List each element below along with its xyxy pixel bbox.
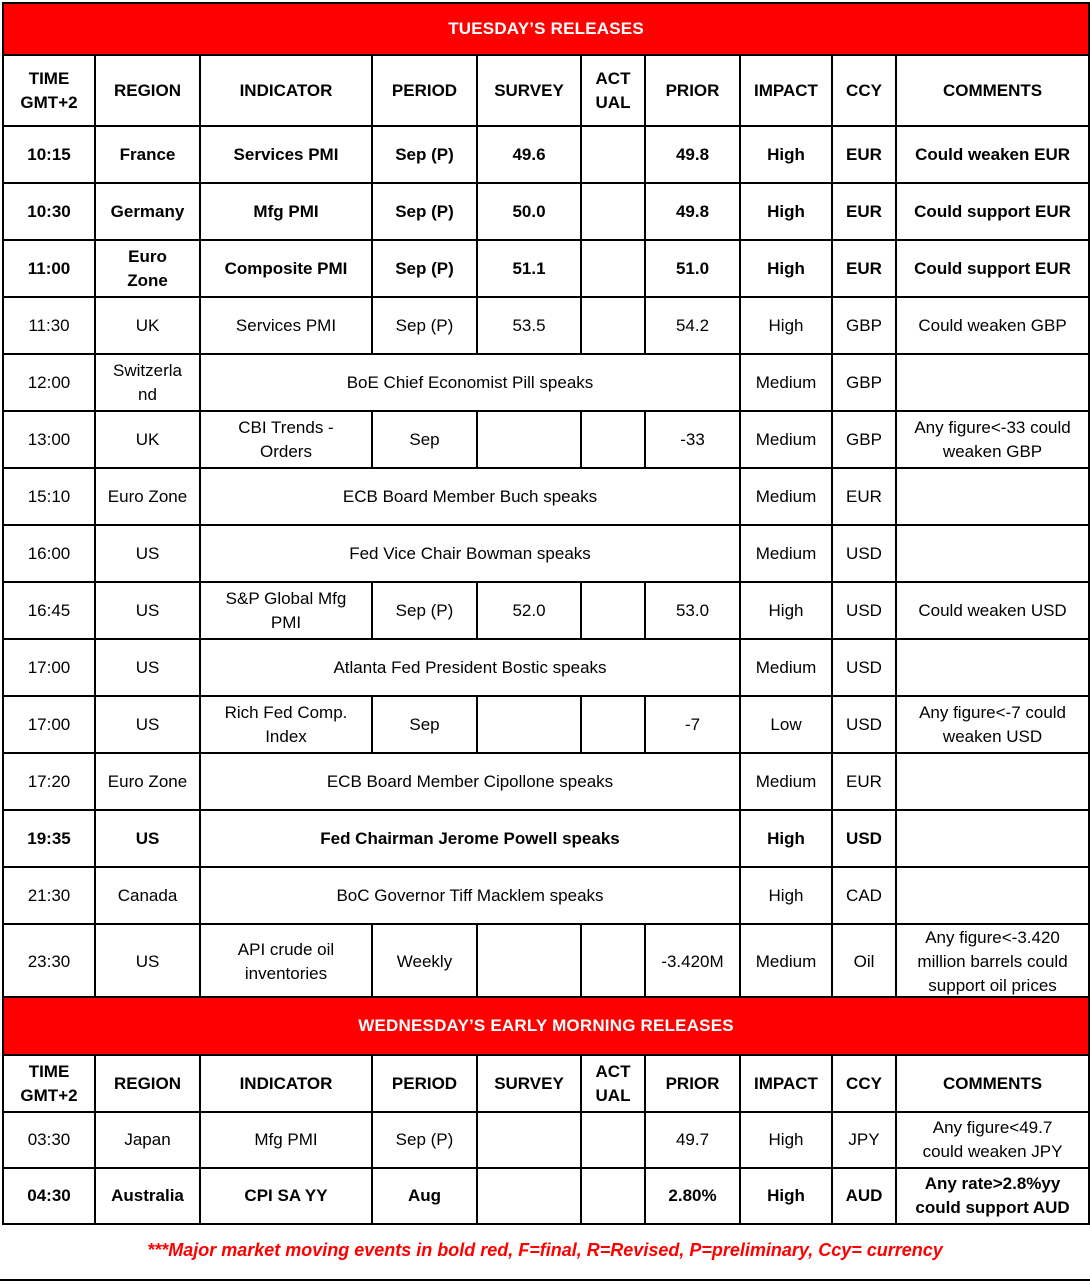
period-cell: Weekly bbox=[372, 924, 477, 999]
time-cell: 11:00 bbox=[3, 240, 95, 297]
period-header: PERIOD bbox=[372, 55, 477, 126]
footer-note: ***Major market moving events in bold red, F=final, R=Revised, P=preliminary, Ccy= currency bbox=[147, 1240, 943, 1260]
comments-cell: Any figure<-33 could weaken GBP bbox=[896, 411, 1089, 468]
currency-cell: JPY bbox=[832, 1112, 896, 1168]
indicator-cell: Services PMI bbox=[200, 297, 372, 354]
footer-divider bbox=[0, 1279, 1090, 1281]
period-cell: Sep (P) bbox=[372, 240, 477, 297]
survey-cell: 53.5 bbox=[477, 297, 581, 354]
event-cell: ECB Board Member Buch speaks bbox=[200, 468, 740, 525]
region-cell: Canada bbox=[95, 867, 200, 924]
time-cell: 12:00 bbox=[3, 354, 95, 411]
impact-cell: High bbox=[740, 867, 832, 924]
survey-header: SURVEY bbox=[477, 1055, 581, 1112]
comments-cell bbox=[896, 354, 1089, 411]
prior-cell: 54.2 bbox=[645, 297, 740, 354]
comments-cell: Could weaken GBP bbox=[896, 297, 1089, 354]
impact-cell: Low bbox=[740, 696, 832, 753]
period-cell: Sep (P) bbox=[372, 297, 477, 354]
event-cell: BoE Chief Economist Pill speaks bbox=[200, 354, 740, 411]
period-cell: Sep (P) bbox=[372, 183, 477, 240]
release-row bbox=[3, 411, 1089, 468]
tuesday-releases-table bbox=[2, 2, 1090, 1000]
survey-cell: 52.0 bbox=[477, 582, 581, 639]
prior-cell: 49.8 bbox=[645, 126, 740, 183]
prior-cell: 49.7 bbox=[645, 1112, 740, 1168]
comments-header: COMMENTS bbox=[896, 55, 1089, 126]
time-cell: 15:10 bbox=[3, 468, 95, 525]
indicator-header: INDICATOR bbox=[200, 1055, 372, 1112]
comments-cell bbox=[896, 639, 1089, 696]
event-cell: Fed Vice Chair Bowman speaks bbox=[200, 525, 740, 582]
region-cell: US bbox=[95, 696, 200, 753]
currency-cell: GBP bbox=[832, 297, 896, 354]
survey-cell bbox=[477, 1168, 581, 1224]
indicator-cell: Services PMI bbox=[200, 126, 372, 183]
release-row bbox=[3, 183, 1089, 240]
actual-header: ACT UAL bbox=[581, 1055, 645, 1112]
comments-cell: Any figure<-7 could weaken USD bbox=[896, 696, 1089, 753]
release-row bbox=[3, 354, 1089, 411]
survey-header: SURVEY bbox=[477, 55, 581, 126]
comments-cell: Could weaken USD bbox=[896, 582, 1089, 639]
release-row bbox=[3, 753, 1089, 810]
comments-cell: Any rate>2.8%yy could support AUD bbox=[896, 1168, 1089, 1224]
impact-cell: Medium bbox=[740, 525, 832, 582]
currency-cell: USD bbox=[832, 810, 896, 867]
prior-cell: 2.80% bbox=[645, 1168, 740, 1224]
time-cell: 17:00 bbox=[3, 639, 95, 696]
comments-header: COMMENTS bbox=[896, 1055, 1089, 1112]
actual-cell bbox=[581, 411, 645, 468]
survey-cell bbox=[477, 696, 581, 753]
release-row bbox=[3, 924, 1089, 999]
currency-header: CCY bbox=[832, 55, 896, 126]
period-cell: Sep (P) bbox=[372, 1112, 477, 1168]
actual-cell bbox=[581, 582, 645, 639]
prior-header: PRIOR bbox=[645, 55, 740, 126]
indicator-cell: CBI Trends - Orders bbox=[200, 411, 372, 468]
period-cell: Sep (P) bbox=[372, 126, 477, 183]
impact-cell: High bbox=[740, 183, 832, 240]
currency-cell: CAD bbox=[832, 867, 896, 924]
region-cell: Euro Zone bbox=[95, 468, 200, 525]
currency-cell: AUD bbox=[832, 1168, 896, 1224]
time-cell: 11:30 bbox=[3, 297, 95, 354]
release-row bbox=[3, 696, 1089, 753]
wednesday-releases-table bbox=[2, 996, 1090, 1225]
currency-cell: USD bbox=[832, 696, 896, 753]
survey-cell bbox=[477, 1112, 581, 1168]
currency-cell: USD bbox=[832, 582, 896, 639]
impact-cell: Medium bbox=[740, 924, 832, 999]
impact-cell: High bbox=[740, 810, 832, 867]
section-title-banner: TUESDAY’S RELEASES bbox=[3, 3, 1089, 55]
impact-cell: Medium bbox=[740, 354, 832, 411]
event-cell: ECB Board Member Cipollone speaks bbox=[200, 753, 740, 810]
region-cell: France bbox=[95, 126, 200, 183]
actual-cell bbox=[581, 240, 645, 297]
time-cell: 21:30 bbox=[3, 867, 95, 924]
time-cell: 16:45 bbox=[3, 582, 95, 639]
actual-cell bbox=[581, 126, 645, 183]
comments-cell bbox=[896, 468, 1089, 525]
currency-cell: EUR bbox=[832, 468, 896, 525]
currency-header: CCY bbox=[832, 1055, 896, 1112]
prior-cell: 51.0 bbox=[645, 240, 740, 297]
impact-header: IMPACT bbox=[740, 1055, 832, 1112]
comments-cell bbox=[896, 753, 1089, 810]
impact-cell: High bbox=[740, 1112, 832, 1168]
impact-cell: High bbox=[740, 240, 832, 297]
region-header: REGION bbox=[95, 1055, 200, 1112]
time-cell: 03:30 bbox=[3, 1112, 95, 1168]
event-cell: Fed Chairman Jerome Powell speaks bbox=[200, 810, 740, 867]
comments-cell bbox=[896, 525, 1089, 582]
currency-cell: EUR bbox=[832, 126, 896, 183]
indicator-header: INDICATOR bbox=[200, 55, 372, 126]
region-cell: Switzerla nd bbox=[95, 354, 200, 411]
comments-cell: Could support EUR bbox=[896, 240, 1089, 297]
prior-cell: -33 bbox=[645, 411, 740, 468]
period-cell: Sep bbox=[372, 696, 477, 753]
actual-cell bbox=[581, 1112, 645, 1168]
impact-cell: Medium bbox=[740, 468, 832, 525]
release-row bbox=[3, 1168, 1089, 1224]
release-row bbox=[3, 1112, 1089, 1168]
prior-header: PRIOR bbox=[645, 1055, 740, 1112]
comments-cell: Could support EUR bbox=[896, 183, 1089, 240]
release-row bbox=[3, 810, 1089, 867]
impact-cell: High bbox=[740, 1168, 832, 1224]
time-cell: 17:00 bbox=[3, 696, 95, 753]
impact-cell: Medium bbox=[740, 753, 832, 810]
survey-cell: 50.0 bbox=[477, 183, 581, 240]
actual-cell bbox=[581, 297, 645, 354]
time-cell: 16:00 bbox=[3, 525, 95, 582]
region-cell: US bbox=[95, 639, 200, 696]
release-row bbox=[3, 297, 1089, 354]
region-cell: Euro Zone bbox=[95, 240, 200, 297]
survey-cell: 51.1 bbox=[477, 240, 581, 297]
comments-cell bbox=[896, 810, 1089, 867]
time-header: TIME GMT+2 bbox=[3, 1055, 95, 1112]
event-cell: Atlanta Fed President Bostic speaks bbox=[200, 639, 740, 696]
indicator-cell: CPI SA YY bbox=[200, 1168, 372, 1224]
region-cell: Germany bbox=[95, 183, 200, 240]
release-row bbox=[3, 639, 1089, 696]
currency-cell: GBP bbox=[832, 354, 896, 411]
currency-cell: Oil bbox=[832, 924, 896, 999]
impact-cell: High bbox=[740, 126, 832, 183]
survey-cell: 49.6 bbox=[477, 126, 581, 183]
currency-cell: EUR bbox=[832, 753, 896, 810]
indicator-cell: Composite PMI bbox=[200, 240, 372, 297]
prior-cell: 49.8 bbox=[645, 183, 740, 240]
region-header: REGION bbox=[95, 55, 200, 126]
release-row bbox=[3, 240, 1089, 297]
actual-header: ACT UAL bbox=[581, 55, 645, 126]
impact-header: IMPACT bbox=[740, 55, 832, 126]
currency-cell: USD bbox=[832, 525, 896, 582]
time-cell: 17:20 bbox=[3, 753, 95, 810]
comments-cell: Any figure<49.7 could weaken JPY bbox=[896, 1112, 1089, 1168]
time-cell: 10:15 bbox=[3, 126, 95, 183]
prior-cell: -3.420M bbox=[645, 924, 740, 999]
actual-cell bbox=[581, 183, 645, 240]
time-cell: 19:35 bbox=[3, 810, 95, 867]
impact-cell: High bbox=[740, 297, 832, 354]
prior-cell: -7 bbox=[645, 696, 740, 753]
survey-cell bbox=[477, 411, 581, 468]
section-title-banner: WEDNESDAY’S EARLY MORNING RELEASES bbox=[3, 997, 1089, 1055]
region-cell: US bbox=[95, 525, 200, 582]
region-cell: Euro Zone bbox=[95, 753, 200, 810]
region-cell: US bbox=[95, 582, 200, 639]
actual-cell bbox=[581, 1168, 645, 1224]
survey-cell bbox=[477, 924, 581, 999]
release-row bbox=[3, 126, 1089, 183]
indicator-cell: API crude oil inventories bbox=[200, 924, 372, 999]
indicator-cell: Mfg PMI bbox=[200, 183, 372, 240]
region-cell: UK bbox=[95, 411, 200, 468]
region-cell: UK bbox=[95, 297, 200, 354]
indicator-cell: S&P Global Mfg PMI bbox=[200, 582, 372, 639]
period-cell: Sep bbox=[372, 411, 477, 468]
region-cell: Australia bbox=[95, 1168, 200, 1224]
release-row bbox=[3, 468, 1089, 525]
region-cell: US bbox=[95, 810, 200, 867]
time-cell: 13:00 bbox=[3, 411, 95, 468]
period-header: PERIOD bbox=[372, 1055, 477, 1112]
release-row bbox=[3, 582, 1089, 639]
comments-cell bbox=[896, 867, 1089, 924]
comments-cell: Could weaken EUR bbox=[896, 126, 1089, 183]
indicator-cell: Rich Fed Comp. Index bbox=[200, 696, 372, 753]
release-row bbox=[3, 525, 1089, 582]
currency-cell: EUR bbox=[832, 183, 896, 240]
time-cell: 04:30 bbox=[3, 1168, 95, 1224]
impact-cell: Medium bbox=[740, 639, 832, 696]
prior-cell: 53.0 bbox=[645, 582, 740, 639]
currency-cell: GBP bbox=[832, 411, 896, 468]
period-cell: Sep (P) bbox=[372, 582, 477, 639]
comments-cell: Any figure<-3.420 million barrels could support oil prices bbox=[896, 924, 1089, 999]
time-header: TIME GMT+2 bbox=[3, 55, 95, 126]
impact-cell: High bbox=[740, 582, 832, 639]
indicator-cell: Mfg PMI bbox=[200, 1112, 372, 1168]
region-cell: US bbox=[95, 924, 200, 999]
impact-cell: Medium bbox=[740, 411, 832, 468]
release-row bbox=[3, 867, 1089, 924]
period-cell: Aug bbox=[372, 1168, 477, 1224]
actual-cell bbox=[581, 924, 645, 999]
actual-cell bbox=[581, 696, 645, 753]
region-cell: Japan bbox=[95, 1112, 200, 1168]
currency-cell: EUR bbox=[832, 240, 896, 297]
currency-cell: USD bbox=[832, 639, 896, 696]
time-cell: 23:30 bbox=[3, 924, 95, 999]
time-cell: 10:30 bbox=[3, 183, 95, 240]
event-cell: BoC Governor Tiff Macklem speaks bbox=[200, 867, 740, 924]
